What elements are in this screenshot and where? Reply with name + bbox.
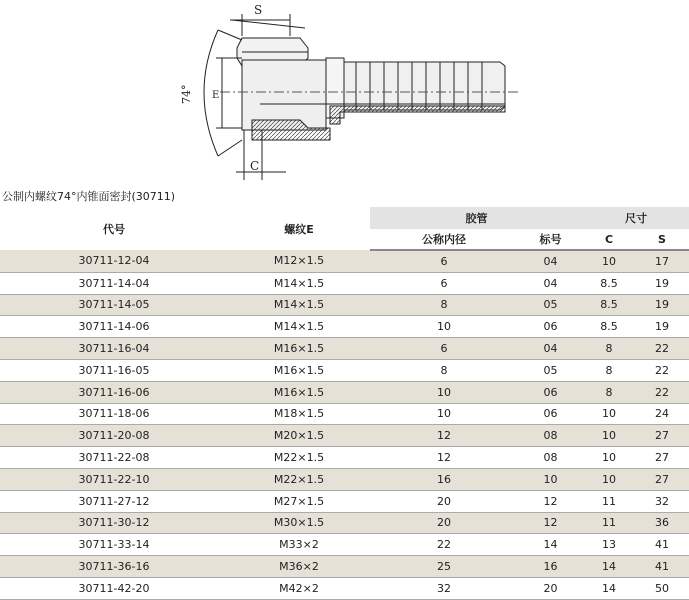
spec-table xyxy=(0,207,689,600)
cell-s: 36 xyxy=(635,512,689,534)
cell-nominal: 6 xyxy=(370,338,518,360)
table-row xyxy=(0,425,689,447)
cell-nominal: 12 xyxy=(370,425,518,447)
cell-mark: 06 xyxy=(518,316,583,338)
cell-code: 30711-42-20 xyxy=(0,577,228,599)
cell-s: 27 xyxy=(635,447,689,469)
cell-thread: M16×1.5 xyxy=(228,338,370,360)
header-nominal-bore: 公称内径 xyxy=(370,229,518,250)
cell-thread: M12×1.5 xyxy=(228,250,370,272)
cell-nominal: 12 xyxy=(370,447,518,469)
cell-thread: M16×1.5 xyxy=(228,359,370,381)
cell-mark: 20 xyxy=(518,577,583,599)
cell-s: 41 xyxy=(635,556,689,578)
cell-s: 17 xyxy=(635,250,689,272)
cell-thread: M33×2 xyxy=(228,534,370,556)
cell-thread: M36×2 xyxy=(228,556,370,578)
header-s: S xyxy=(635,229,689,250)
cell-thread: M22×1.5 xyxy=(228,447,370,469)
dim-c-label: C xyxy=(250,159,260,173)
cell-mark: 16 xyxy=(518,556,583,578)
cell-mark: 06 xyxy=(518,403,583,425)
cell-thread: M14×1.5 xyxy=(228,294,370,316)
cell-c: 11 xyxy=(583,512,635,534)
cell-s: 22 xyxy=(635,381,689,403)
cell-code: 30711-14-04 xyxy=(0,272,228,294)
table-row xyxy=(0,403,689,425)
cell-thread: M27×1.5 xyxy=(228,490,370,512)
cell-nominal: 25 xyxy=(370,556,518,578)
cell-thread: M14×1.5 xyxy=(228,316,370,338)
cell-code: 30711-27-12 xyxy=(0,490,228,512)
cell-code: 30711-22-08 xyxy=(0,447,228,469)
cell-s: 22 xyxy=(635,359,689,381)
cell-thread: M14×1.5 xyxy=(228,272,370,294)
table-row xyxy=(0,512,689,534)
cell-c: 8.5 xyxy=(583,272,635,294)
header-code: 代号 xyxy=(103,222,125,236)
cell-code: 30711-30-12 xyxy=(0,512,228,534)
cell-s: 27 xyxy=(635,468,689,490)
cell-c: 8.5 xyxy=(583,294,635,316)
fitting-technical-drawing xyxy=(0,0,689,185)
table-row xyxy=(0,468,689,490)
cell-mark: 14 xyxy=(518,534,583,556)
dim-s-label: S xyxy=(254,3,263,17)
header-mark: 标号 xyxy=(518,229,583,250)
cell-nominal: 10 xyxy=(370,381,518,403)
cell-mark: 12 xyxy=(518,490,583,512)
cell-mark: 05 xyxy=(518,294,583,316)
cell-code: 30711-12-04 xyxy=(0,250,228,272)
cell-s: 22 xyxy=(635,338,689,360)
cell-c: 8 xyxy=(583,338,635,360)
table-row xyxy=(0,534,689,556)
cell-c: 10 xyxy=(583,425,635,447)
cell-code: 30711-16-04 xyxy=(0,338,228,360)
cell-mark: 05 xyxy=(518,359,583,381)
cell-s: 19 xyxy=(635,294,689,316)
cell-c: 13 xyxy=(583,534,635,556)
cell-code: 30711-20-08 xyxy=(0,425,228,447)
header-hose-group: 胶管 xyxy=(370,207,583,229)
table-row xyxy=(0,556,689,578)
cell-c: 14 xyxy=(583,556,635,578)
header-c: C xyxy=(583,229,635,250)
cell-mark: 04 xyxy=(518,338,583,360)
cell-c: 10 xyxy=(583,447,635,469)
cell-nominal: 10 xyxy=(370,316,518,338)
cell-code: 30711-33-14 xyxy=(0,534,228,556)
cell-c: 10 xyxy=(583,403,635,425)
cell-mark: 10 xyxy=(518,468,583,490)
table-row xyxy=(0,359,689,381)
cell-nominal: 22 xyxy=(370,534,518,556)
table-row xyxy=(0,316,689,338)
table-row xyxy=(0,338,689,360)
cell-nominal: 6 xyxy=(370,272,518,294)
cell-nominal: 10 xyxy=(370,403,518,425)
cell-c: 11 xyxy=(583,490,635,512)
cell-s: 50 xyxy=(635,577,689,599)
cell-mark: 06 xyxy=(518,381,583,403)
cell-s: 19 xyxy=(635,316,689,338)
cell-nominal: 8 xyxy=(370,359,518,381)
cell-nominal: 16 xyxy=(370,468,518,490)
cell-c: 8.5 xyxy=(583,316,635,338)
cell-code: 30711-18-06 xyxy=(0,403,228,425)
cell-mark: 04 xyxy=(518,250,583,272)
cell-c: 14 xyxy=(583,577,635,599)
cell-thread: M30×1.5 xyxy=(228,512,370,534)
cell-s: 41 xyxy=(635,534,689,556)
cell-code: 30711-36-16 xyxy=(0,556,228,578)
table-row xyxy=(0,250,689,272)
cell-thread: M42×2 xyxy=(228,577,370,599)
dim-angle-label: 74° xyxy=(180,84,193,104)
cell-s: 27 xyxy=(635,425,689,447)
cell-thread: M20×1.5 xyxy=(228,425,370,447)
cell-thread: M22×1.5 xyxy=(228,468,370,490)
cell-mark: 08 xyxy=(518,447,583,469)
cell-nominal: 20 xyxy=(370,512,518,534)
cell-code: 30711-16-05 xyxy=(0,359,228,381)
table-row xyxy=(0,490,689,512)
cell-nominal: 6 xyxy=(370,250,518,272)
cell-s: 19 xyxy=(635,272,689,294)
header-size-group: 尺寸 xyxy=(583,207,689,229)
cell-nominal: 8 xyxy=(370,294,518,316)
cell-thread: M16×1.5 xyxy=(228,381,370,403)
cell-c: 10 xyxy=(583,250,635,272)
table-row xyxy=(0,381,689,403)
cell-mark: 08 xyxy=(518,425,583,447)
table-caption: 公制内螺纹74°内锥面密封(30711) xyxy=(2,190,176,203)
cell-nominal: 32 xyxy=(370,577,518,599)
cell-code: 30711-16-06 xyxy=(0,381,228,403)
cell-nominal: 20 xyxy=(370,490,518,512)
cell-s: 32 xyxy=(635,490,689,512)
cell-mark: 12 xyxy=(518,512,583,534)
cell-code: 30711-14-06 xyxy=(0,316,228,338)
cell-mark: 04 xyxy=(518,272,583,294)
cell-code: 30711-14-05 xyxy=(0,294,228,316)
table-row xyxy=(0,447,689,469)
table-row xyxy=(0,577,689,599)
cell-c: 8 xyxy=(583,381,635,403)
header-thread: 螺纹E xyxy=(284,222,314,236)
dim-e-label: E xyxy=(212,90,220,101)
cell-c: 10 xyxy=(583,468,635,490)
cell-code: 30711-22-10 xyxy=(0,468,228,490)
table-row xyxy=(0,272,689,294)
cell-c: 8 xyxy=(583,359,635,381)
table-row xyxy=(0,294,689,316)
cell-s: 24 xyxy=(635,403,689,425)
cell-thread: M18×1.5 xyxy=(228,403,370,425)
